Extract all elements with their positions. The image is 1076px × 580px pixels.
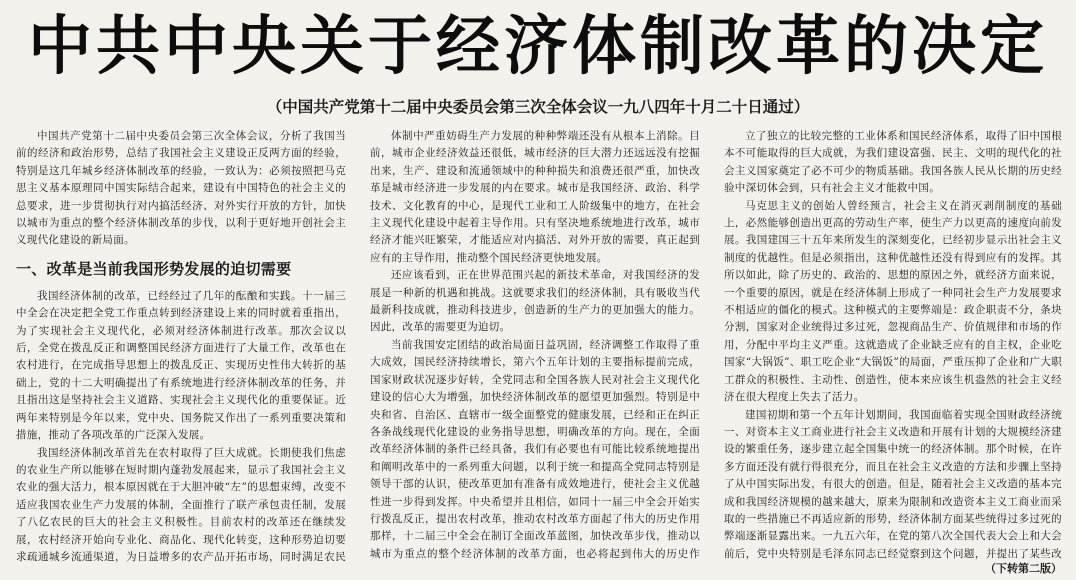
paragraph: 我国经济体制的改革，已经经过了几年的酝酿和实践。十一届三中全会在决定把全党工作重点转到经济建设上来的同时就着重指出，为了实现社会主义现代化，必须对经济体制进行改革。那次会议以后，全党在拨乱反正和调整国民经济方面进行了大量工作，改革也在农村进行，在完成指导思想上的拨乱反正、实现历史性伟大转折的基础上，党的十二大明确提出了有系统地进行经济体制改革的任务，并且指出这是坚持社会主义道路、实现社会主义现代化的重要保证。近两年来特别是今年以来，党中央、国务院又作出了一系列重要决策和措施，推动了各项改革的广泛深入发展。 [16, 289, 346, 442]
continued-note: （下转第二版） [985, 562, 1062, 575]
paragraph: 中国共产党第十二届中央委员会第三次全体会议，分析了我国当前的经济和政治形势，总结了我国社会主义建设正反两方面的经验，特别是这几年城乡经济体制改革的经验，一致认为：必须按照把马克思主义基本原理同中国实际结合起来，建设有中国特色的社会主义的总要求，进一步贯彻执行对内搞活经济、对外实行开放的方针，加快以城市为重点的整个经济体制改革的步伐，以利于更好地开创社会主义现代化建设的新局面。 [16, 130, 346, 247]
paragraph: 立了独立的比较完整的工业体系和国民经济体系，取得了旧中国根本不可能取得的巨大成就，为我们建设富强、民主、文明的现代化的社会主义国家奠定了必不可少的物质基础。我国各族人民从长期的历史经验中深切体会到，只有社会主义才能救中国。 [724, 130, 1062, 195]
article-column-2 [370, 128, 700, 564]
paragraph: 马克思主义的创始人曾经预言，社会主义在消灭剥削制度的基础上，必然能够创造出更高的劳动生产率，使生产力以更高的速度向前发展。我国建国三十五年来所发生的深刻变化，已经初步显示出社会主义制度的优越性。但是必须指出，这种优越性还没有得到应有的发挥。其所以如此，除了历史的、政治的、思想的原因之外，就经济方面来说，一个重要的原因，就是在经济体制上形成了一种同社会生产力发展要求不相适应的僵化的模式。这种模式的主要弊端是：政企职责不分，条块分割，国家对企业统得过多过死，忽视商品生产、价值规律和市场的作用，分配中平均主义严重。这就造成了企业缺乏应有的自主权，企业吃国家“大锅饭”、职工吃企业“大锅饭”的局面，严重压抑了企业和广大职工群众的积极性、主动性、创造性，使本来应该生机盎然的社会主义经济在很大程度上失去了活力。 [724, 199, 1062, 404]
headline: 中共中央关于经济体制改革的决定 [28, 10, 1048, 84]
paragraph: 当前我国安定团结的政治局面日益巩固，经济调整工作取得了重大成效，国民经济持续增长，第六个五年计划的主要指标提前完成，国家财政状况逐步好转，全党同志和全国各族人民对社会主义现代化建设的信心大为增强，加快经济体制改革的愿望更加强烈。特别是中央和省、自治区、直辖市一级全面整党的健康发展，已经和正在纠正各条战线现代化建设的业务指导思想，明确改革的方向。现在，全面改革经济体制的条件已经具备，我们有必要也有可能比较系统地提出和阐明改革中的一系列重大问题，以利于统一和提高全党同志特别是领导干部的认识，使改革更加有准备有成效地进行，使社会主义优越性进一步得到发挥。中央希望并且相信，如同十一届三中全会开始实行拨乱反正，提出农村改革，推动农村改革方面起了伟大的历史作用那样，十二届三中全会在制订全面改革蓝图，加快改革步伐，推动以城市为重点的整个经济体制的改革方面，也必将起到伟大的历史作 [370, 338, 700, 560]
paragraph: 建国初期和第一个五年计划期间，我国面临着实现全国财政经济统一、对资本主义工商业进行社会主义改造和开展有计划的大规模经济建设的繁重任务，逐步建立起全国集中统一的经济体制。那个时候，在许多方面还没有就行得很充分，而且在社会主义改造的方法和步骤上坚持了从中国实际出发，有很大的创造。但是，随着社会主义改造的基本完成和我国经济规模的越来越大，原来为限制和改造资本主义工商业而采取的一些措施已不再适应新的形势，经济体制方面某些统得过多过死的弊端逐渐显露出来。一九五六年，在党的第八次全国代表大会上和大会前后，党中央特别是毛泽东同志已经觉察到这个问题，并提出了某些改 [724, 408, 1062, 560]
paragraph: 还应该看到，正在世界范围兴起的新技术革命，对我国经济的发展是一种新的机遇和挑战。这就要求我们的经济体制，具有吸收当代最新科技成就，推动科技进步，创造新的生产力的更加强大的能力。因此，改革的需要更为迫切。 [370, 269, 700, 334]
subheadline: （中国共产党第十二届中央委员会第三次全体会议一九八四年十月二十日通过） [266, 98, 810, 116]
article-column-1 [16, 128, 346, 564]
paragraph: 体制中严重妨碍生产力发展的种种弊端还没有从根本上消除。目前，城市企业经济效益还很低，城市经济的巨大潜力还远远没有挖掘出来，生产、建设和流通领域中的种种损失和浪费还很严重，加快改革是城市经济进一步发展的内在要求。城市是我国经济、政治、科学技术、文化教育的中心，是现代工业和工人阶级集中的地方，在社会主义现代化建设中起着主导作用。只有坚决地系统地进行改革，城市经济才能兴旺繁荣，才能适应对内搞活、对外开放的需要，真正起到应有的主导作用，推动整个国民经济更快地发展。 [370, 130, 700, 264]
section-heading-1: 一、改革是当前我国形势发展的迫切需要 [16, 259, 292, 278]
article-column-3 [724, 128, 1062, 564]
paragraph: 我国经济体制改革首先在农村取得了巨大成就。长期使我们焦虑的农业生产所以能够在短时期内蓬勃发展起来，显示了我国社会主义农业的强大活力，根本原因就在于大胆冲破“左”的思想束缚，改变不适应我国农业生产力发展的体制，全面推行了联产承包责任制，发展了八亿农民的巨大的社会主义积极性。目前农村的改革还在继续发展，农村经济开始向专业化、商品化、现代化转变，这种形势迫切要求疏通城乡流通渠道，为日益增多的农产品开拓市场，同时满足农民 [16, 446, 346, 563]
